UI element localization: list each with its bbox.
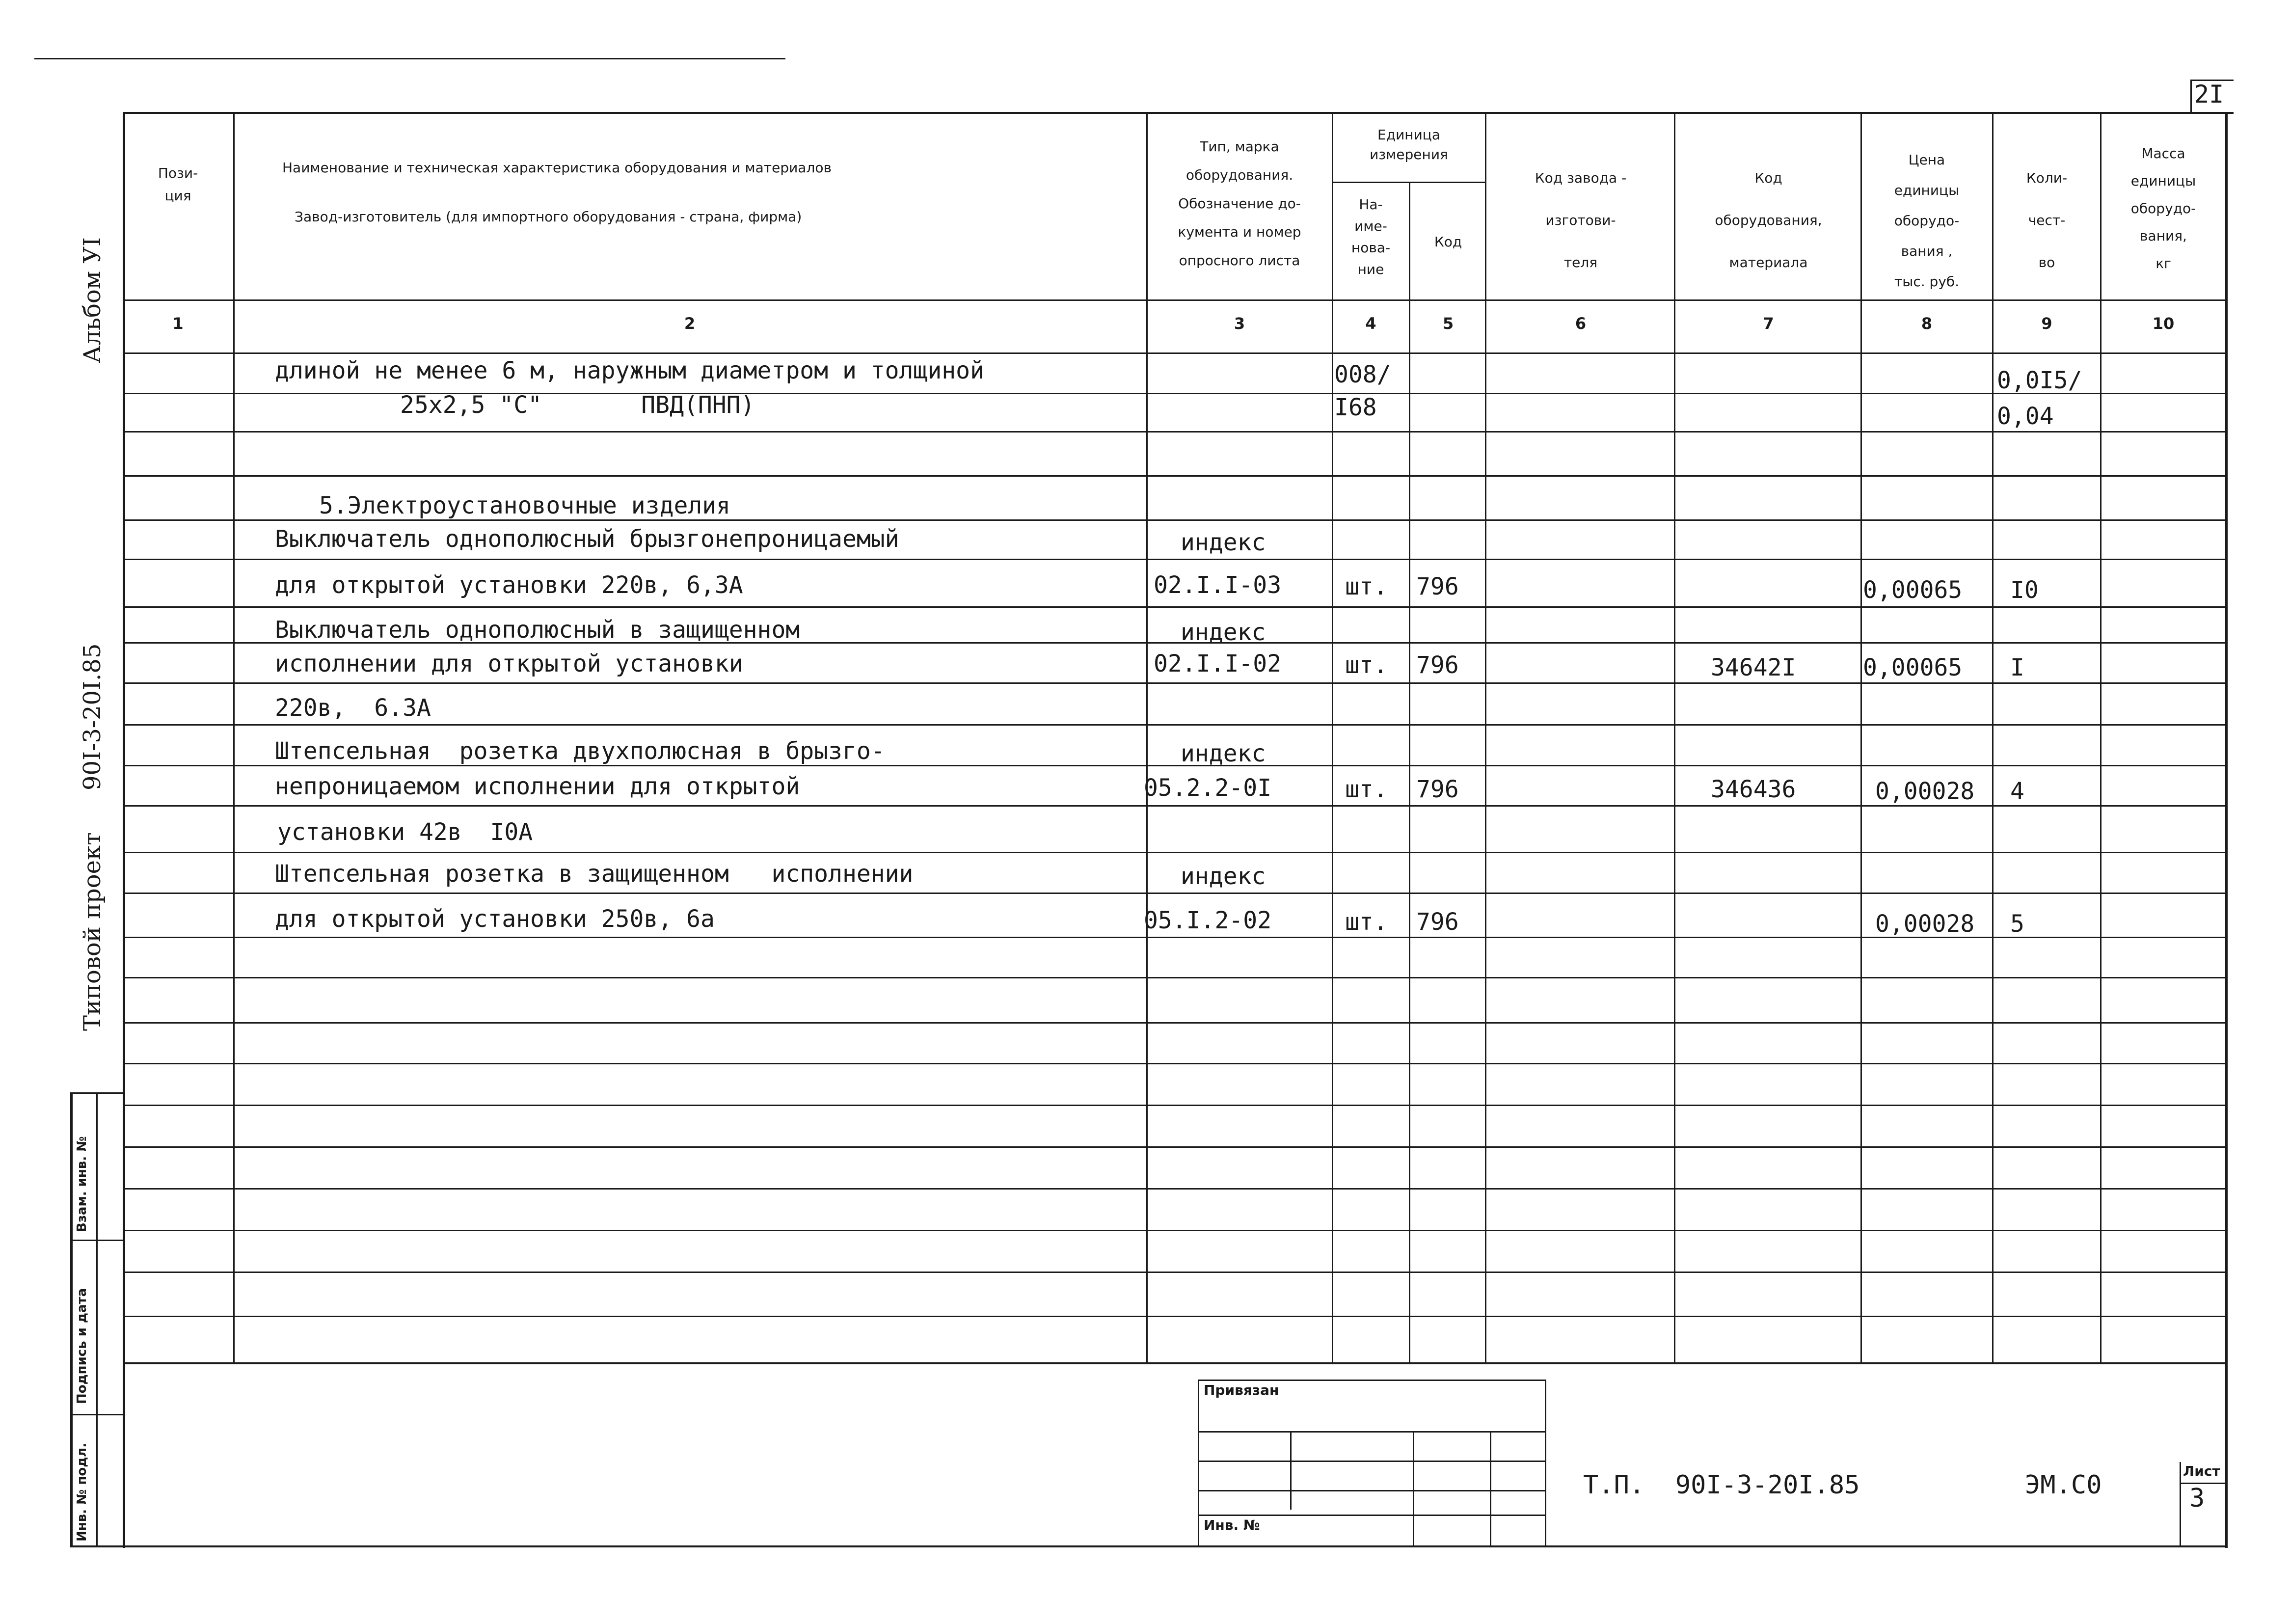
header-unit-group bbox=[1333, 125, 1485, 164]
tb-sheet-label: Лист bbox=[2183, 1463, 2220, 1479]
row-6-qty: I bbox=[2010, 654, 2024, 681]
header-col10 bbox=[2102, 140, 2225, 277]
header-col7-line1: Код bbox=[1754, 170, 1782, 186]
header-col10-line3: оборудо- bbox=[2130, 200, 2196, 217]
row-12-qty: 5 bbox=[2010, 910, 2024, 938]
row-line-16 bbox=[123, 1063, 2226, 1064]
header-col7-line3: материала bbox=[1729, 254, 1808, 271]
row-10-name: установки 42в I0А bbox=[277, 818, 533, 846]
header-col9-line3: во bbox=[2038, 254, 2055, 271]
row-8-name: Штепсельная розетка двухполюсная в брызго- bbox=[275, 737, 885, 765]
header-col4-line4: ние bbox=[1357, 261, 1384, 277]
side-stamp-div1 bbox=[70, 1240, 124, 1241]
row-11-type: индекс bbox=[1181, 863, 1266, 890]
tb-right bbox=[1545, 1380, 1546, 1546]
header-col3-line4: кумента и номер bbox=[1178, 224, 1301, 240]
header-col1-line1: Пози- bbox=[158, 165, 198, 181]
header-col6 bbox=[1487, 157, 1674, 284]
header-col8-line1: Цена bbox=[1908, 152, 1945, 168]
row-3-type: индекс bbox=[1181, 529, 1266, 556]
tb-line-4 bbox=[1198, 1515, 1546, 1516]
tb-sheet-number: 3 bbox=[2189, 1484, 2205, 1513]
frame-left-outer bbox=[70, 1092, 73, 1546]
row-12-name: для открытой установки 250в, 6а bbox=[275, 905, 715, 933]
frame-bottom bbox=[70, 1545, 2228, 1547]
header-col10-line2: единицы bbox=[2130, 173, 2196, 189]
tb-section: ЭМ.С0 bbox=[2025, 1470, 2102, 1500]
side-project-code: 90I-3-20I.85 bbox=[79, 643, 106, 790]
row-9-qty: 4 bbox=[2010, 778, 2024, 805]
colnum-7: 7 bbox=[1763, 314, 1774, 333]
header-col10-line4: вания, bbox=[2140, 228, 2187, 244]
header-col1-line2: ция bbox=[164, 188, 191, 204]
header-col10-line1: Масса bbox=[2141, 145, 2185, 162]
header-col8-line5: тыс. руб. bbox=[1894, 273, 1960, 290]
row-line-17 bbox=[123, 1105, 2226, 1106]
row-4-price: 0,00065 bbox=[1863, 576, 1963, 604]
header-col1 bbox=[125, 162, 231, 207]
header-col9-line2: чест- bbox=[2028, 212, 2066, 228]
header-col6-line1: Код завода - bbox=[1535, 170, 1627, 186]
side-stamp-inner bbox=[96, 1092, 98, 1546]
header-col8-line2: единицы bbox=[1894, 182, 1960, 198]
colnum-2: 2 bbox=[684, 314, 696, 333]
header-col6-line3: теля bbox=[1563, 254, 1598, 271]
row-5-type: индекс bbox=[1181, 619, 1266, 646]
tb-line-3 bbox=[1198, 1490, 1546, 1491]
row-12-unit: шт. bbox=[1345, 908, 1388, 936]
row-6-mat-code: 34642I bbox=[1711, 654, 1796, 681]
header-col8 bbox=[1863, 145, 1991, 297]
tb-line-2 bbox=[1198, 1461, 1546, 1462]
colnum-divider bbox=[123, 352, 2226, 354]
colnum-1: 1 bbox=[172, 314, 184, 333]
header-col3-line3: Обозначение до- bbox=[1178, 195, 1301, 212]
header-col4-line2: име- bbox=[1354, 218, 1387, 234]
row-11-name: Штепсельная розетка в защищенном исполнении bbox=[275, 860, 914, 888]
header-divider bbox=[123, 299, 2226, 301]
unit-group-divider bbox=[1332, 182, 1486, 183]
row-line-12 bbox=[123, 893, 2226, 894]
row-6-code: 796 bbox=[1416, 651, 1459, 679]
row-12-price: 0,00028 bbox=[1875, 910, 1975, 938]
row-line-18 bbox=[123, 1146, 2226, 1148]
header-col3-line2: оборудования. bbox=[1185, 167, 1293, 183]
row-8-type: индекс bbox=[1181, 740, 1266, 767]
row-line-7 bbox=[123, 682, 2226, 684]
header-col5: Код bbox=[1434, 234, 1462, 250]
tb-left bbox=[1198, 1380, 1199, 1546]
tb-privyazan: Привязан bbox=[1204, 1382, 1279, 1398]
side-stamp-div2 bbox=[70, 1414, 124, 1415]
colnum-8: 8 bbox=[1921, 314, 1933, 333]
row-12-code: 796 bbox=[1416, 908, 1459, 936]
row-4-unit: шт. bbox=[1345, 573, 1388, 600]
row-7-name: 220в, 6.3А bbox=[275, 694, 431, 722]
row-0-name: длиной не менее 6 м, наружным диаметром и толщиной bbox=[275, 357, 984, 384]
side-podpis-data: Подпись и дата bbox=[75, 1288, 89, 1404]
tb-col-3 bbox=[1490, 1431, 1491, 1546]
row-9-unit: шт. bbox=[1345, 776, 1388, 803]
tb-inv-no: Инв. № bbox=[1204, 1517, 1260, 1533]
colnum-10: 10 bbox=[2152, 314, 2175, 333]
header-col4-line1: На- bbox=[1359, 196, 1383, 213]
header-col3 bbox=[1149, 133, 1330, 275]
row-12-type: 05.I.2-02 bbox=[1144, 907, 1272, 934]
row-6-unit: шт. bbox=[1345, 651, 1388, 679]
row-0-unit: 008/ bbox=[1334, 361, 1391, 388]
col-line-4 bbox=[1409, 182, 1410, 1364]
row-6-name: исполнении для открытой установки bbox=[275, 650, 743, 677]
colnum-6: 6 bbox=[1575, 314, 1587, 333]
row-0-qty: 0,0I5/ bbox=[1997, 367, 2082, 394]
header-col10-line5: кг bbox=[2155, 255, 2171, 271]
tb-col-1 bbox=[1290, 1431, 1292, 1510]
header-col9-line1: Коли- bbox=[2026, 170, 2068, 186]
side-inv-podl: Инв. № подл. bbox=[75, 1442, 89, 1542]
colnum-3: 3 bbox=[1234, 314, 1245, 333]
page-number-box-left bbox=[2190, 80, 2192, 113]
tb-top bbox=[1198, 1380, 1546, 1381]
row-3-name: Выключатель однополюсный брызгонепроницаемый bbox=[275, 525, 899, 553]
header-col2-line1: Наименование и техническая характеристика оборудования и материалов bbox=[282, 160, 832, 176]
header-col7-line2: оборудования, bbox=[1715, 212, 1822, 228]
header-col7 bbox=[1676, 157, 1860, 284]
tb-designation: Т.П. 90I-3-20I.85 bbox=[1583, 1470, 1860, 1500]
tb-line-1 bbox=[1198, 1431, 1546, 1433]
header-col4 bbox=[1333, 194, 1409, 280]
row-1-qty: 0,04 bbox=[1997, 403, 2054, 430]
row-6-type: 02.I.I-02 bbox=[1154, 650, 1282, 677]
frame-top bbox=[123, 112, 2234, 114]
row-line-8 bbox=[123, 724, 2226, 726]
colnum-9: 9 bbox=[2041, 314, 2052, 333]
header-col8-line3: оборудо- bbox=[1894, 213, 1960, 229]
row-9-code: 796 bbox=[1416, 776, 1459, 803]
colnum-5: 5 bbox=[1442, 314, 1454, 333]
table-bottom bbox=[123, 1362, 2226, 1364]
row-4-qty: I0 bbox=[2010, 576, 2039, 604]
header-col3-line1: Тип, марка bbox=[1200, 138, 1279, 155]
header-unit-line2: измерения bbox=[1370, 146, 1448, 162]
row-9-name: непроницаемом исполнении для открытой bbox=[275, 773, 800, 800]
row-9-mat-code: 346436 bbox=[1711, 776, 1796, 803]
row-2-name: 5.Электроустановочные изделия bbox=[319, 492, 731, 519]
row-line-21 bbox=[123, 1272, 2226, 1273]
row-line-11 bbox=[123, 852, 2226, 853]
header-col2-line2: Завод-изготовитель (для импортного оборудования - страна, фирма) bbox=[295, 209, 802, 225]
row-line-20 bbox=[123, 1230, 2226, 1231]
top-rule bbox=[34, 58, 785, 59]
row-line-22 bbox=[123, 1316, 2226, 1317]
row-1-name: 25х2,5 "С" ПВД(ПНП) bbox=[400, 391, 755, 419]
side-vzam-inv: Взам. инв. № bbox=[75, 1136, 89, 1232]
side-album: Альбом УI bbox=[79, 237, 106, 363]
row-4-code: 796 bbox=[1416, 573, 1459, 600]
tb-col-2 bbox=[1413, 1431, 1414, 1546]
row-line-19 bbox=[123, 1188, 2226, 1190]
row-line-15 bbox=[123, 1022, 2226, 1024]
header-unit-line1: Единица bbox=[1377, 127, 1440, 143]
row-5-name: Выключатель однополюсный в защищенном bbox=[275, 616, 800, 644]
row-line-5 bbox=[123, 606, 2226, 608]
frame-right bbox=[2225, 112, 2228, 1548]
colnum-4: 4 bbox=[1365, 314, 1376, 333]
page-number: 2I bbox=[2194, 80, 2224, 108]
row-line-14 bbox=[123, 977, 2226, 978]
header-col9 bbox=[1994, 157, 2100, 284]
row-9-price: 0,00028 bbox=[1875, 778, 1975, 805]
side-project-type: Типовой проект bbox=[79, 832, 106, 1031]
side-stamp-top bbox=[70, 1092, 124, 1094]
row-line-2 bbox=[123, 475, 2226, 477]
tb-sheet-left bbox=[2180, 1462, 2181, 1545]
header-col8-line4: вания , bbox=[1901, 243, 1953, 259]
row-9-type: 05.2.2-0I bbox=[1144, 774, 1272, 802]
row-4-name: для открытой установки 220в, 6,3А bbox=[275, 571, 743, 599]
row-4-type: 02.I.I-03 bbox=[1154, 571, 1282, 599]
row-6-price: 0,00065 bbox=[1863, 654, 1963, 681]
row-1-unit: I68 bbox=[1334, 394, 1377, 421]
row-line-1 bbox=[123, 431, 2226, 433]
header-col3-line5: опросного листа bbox=[1179, 252, 1300, 269]
header-col4-line3: нова- bbox=[1351, 240, 1391, 256]
header-col6-line2: изготови- bbox=[1545, 212, 1616, 228]
row-line-4 bbox=[123, 559, 2226, 560]
